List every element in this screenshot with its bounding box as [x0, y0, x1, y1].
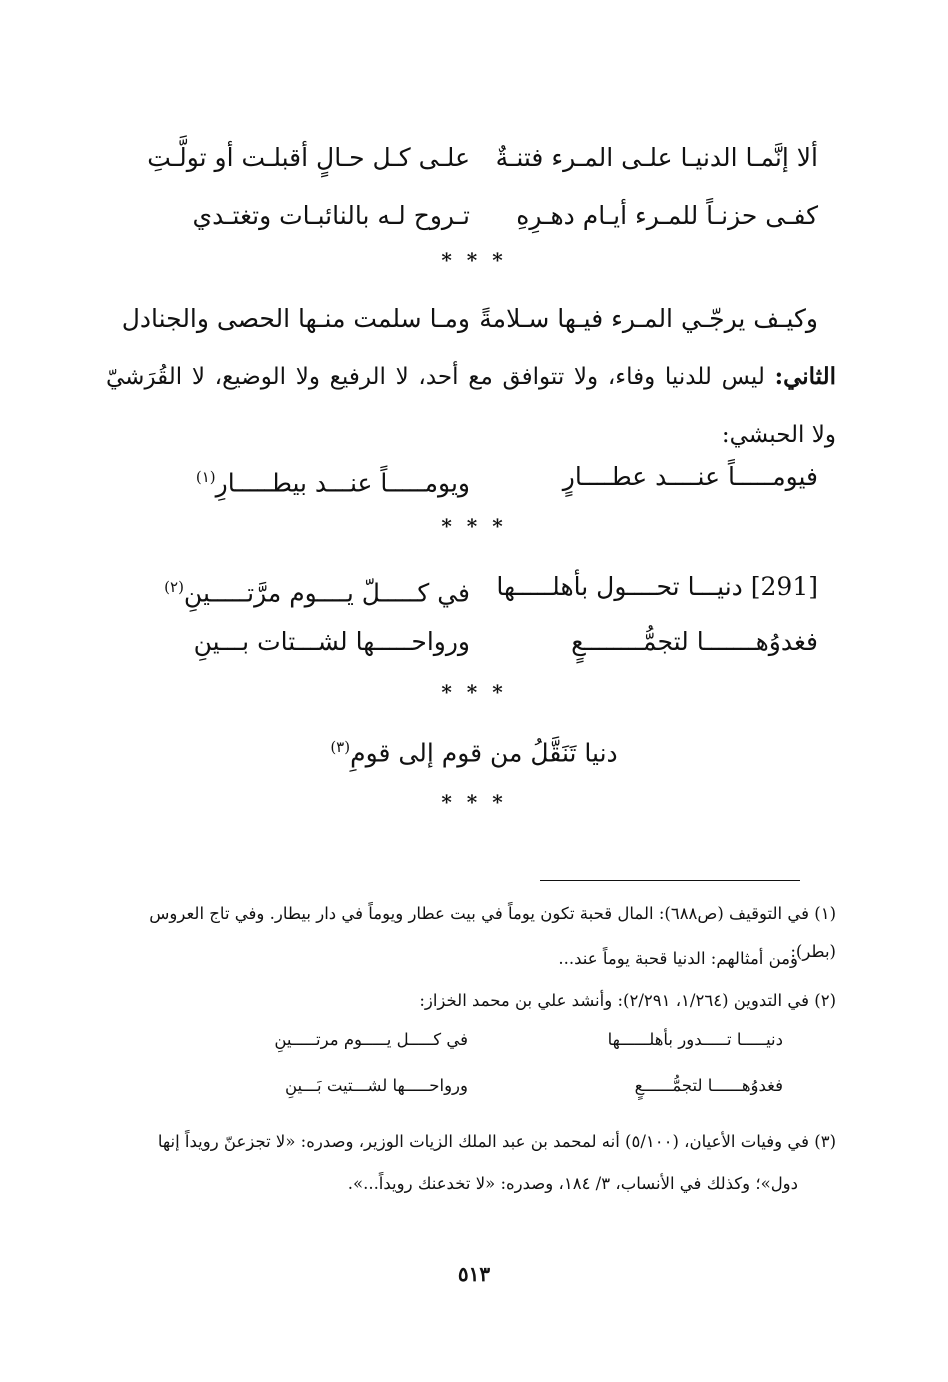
section-separator: * * * [441, 680, 507, 704]
verse-row [0, 626, 948, 658]
verse-second-hemistich: ومـا سلمت منـها الحصى والجنادل [121, 304, 470, 333]
hemistich-text: في كـــــلّ يــــوم مرَّتـــــينِ [183, 578, 470, 608]
section-separator: * * * [441, 514, 507, 538]
verse-second-hemistich: ورواحـــــها لشـــتيت بَـــينِ [284, 1076, 468, 1095]
verse-first-hemistich: فغدوُهــــــا لتجمُّــــــعٍ [634, 1076, 783, 1095]
footnote-marker: (١) [195, 468, 216, 486]
verse-row [0, 303, 948, 335]
footnote-marker: (٢) [164, 578, 184, 596]
verse-second-hemistich [196, 461, 470, 499]
second-point-label: الثاني: [774, 363, 836, 390]
footnote-3-line-1: (٣) في وفيات الأعيان، (٥/١٠٠) أنه لمحمد بن عبد الملك الزيات الوزير، وصدره: «لا تجزعنّ رويداً إنها [157, 1132, 836, 1151]
single-verse-line [0, 738, 948, 767]
single-verse-text: دنيا تَنَقَّلُ من قوم إلى قومِ [350, 738, 618, 768]
footnote-divider [540, 880, 800, 881]
verse-second-hemistich: تـروح لـه بالنائبـات وتغتـدي [192, 201, 470, 230]
footnote-verse-row [0, 1030, 948, 1062]
verse-second-hemistich: ورواحـــــها لشـــتات بـــينِ [193, 627, 470, 656]
footnote-1-line-2: ومن أمثالهم: الدنيا قحبة يوماً عند... [558, 949, 798, 968]
verse-first-hemistich: فيومـــــاً عنــــد عطــــارٍ [562, 462, 818, 491]
verse-first-hemistich: فغدوُهـــــــا لتجمُّــــــــعٍ [571, 627, 818, 656]
verse-second-hemistich: في كـــــل يـــــوم مرتـــــينِ [274, 1030, 468, 1049]
verse-first-hemistich: كفـى حزنـاً للمـرء أيـام دهـرِهِ [516, 201, 818, 230]
footnote-verse-row [0, 1076, 948, 1108]
verse-second-hemistich: علـى كـل حـالٍ أقبلـت أو تولَّـتِ [147, 143, 470, 172]
verse-first-hemistich: [291] دنيـــا تحــــول بأهلـــــها [496, 572, 818, 601]
section-separator: * * * [441, 248, 507, 272]
verse-row [0, 571, 948, 608]
verse-first-hemistich: ألا إنَّمـا الدنيـا علـى المـرء فتنـةٌ [495, 143, 818, 172]
footnote-marker: (٣) [330, 738, 351, 756]
verse-row [0, 461, 948, 498]
second-point-text: ليس للدنيا وفاء، ولا تتوافق مع أحد، لا الرفيع ولا الوضيع، لا القُرَشيّ ولا الحبشي: [106, 364, 836, 448]
verse-row [0, 200, 948, 232]
footnote-3-line-2: دول»؛ وكذلك في الأنساب، ٣/ ١٨٤، وصدره: «لا تخدعنك رويداً...». [347, 1174, 798, 1193]
footnote-1-line-1: (١) في التوقيف (ص٦٨٨): المال قحبة تكون يوماً في بيت عطار ويوماً في دار بيطار. وفي تاج العروس (بطر): [149, 904, 836, 961]
hemistich-text: ويومـــــاً عنـــد بيطـــــارِ [215, 468, 470, 498]
verse-first-hemistich: دنيـــــا تـــــدور بأهلــــــها [607, 1030, 783, 1049]
verse-row [0, 142, 948, 174]
verse-second-hemistich [164, 571, 470, 609]
section-separator: * * * [441, 790, 507, 814]
footnote-2-line-1: (٢) في التدوين (١/٢٦٤، ٢/٢٩١): وأنشد علي بن محمد الخزاز: [419, 991, 836, 1010]
page-number: ٥١٣ [457, 1262, 491, 1286]
verse-first-hemistich: وكيـف يرجّـي المـرء فيـها سـلامةً [479, 304, 818, 333]
second-point-paragraph [106, 348, 836, 464]
